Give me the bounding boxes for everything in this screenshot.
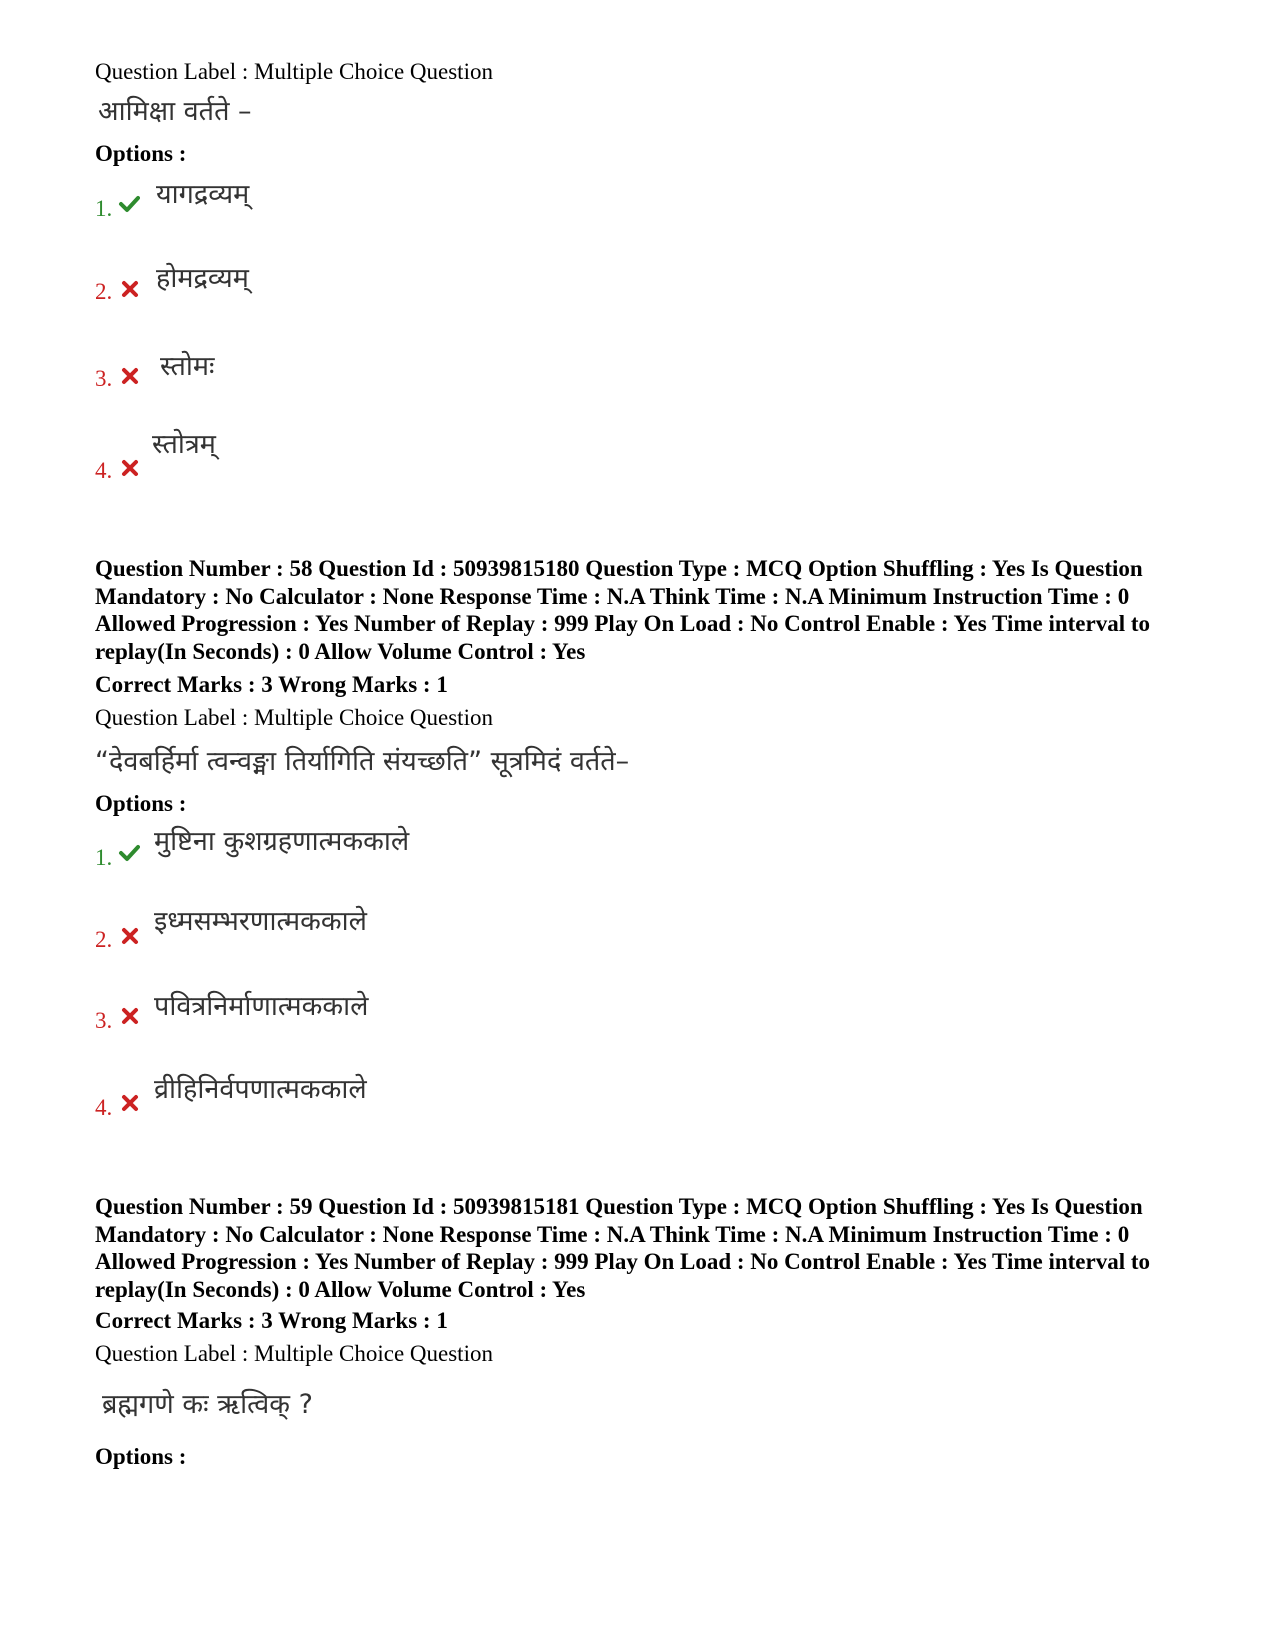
question-label: Question Label : Multiple Choice Question: [95, 1341, 493, 1366]
options-heading: Options :: [95, 1444, 187, 1469]
question-text: ब्रह्मगणे कः ऋत्विक् ?: [102, 1389, 313, 1420]
option-number: 4.: [95, 458, 113, 483]
cross-icon: [120, 1093, 142, 1115]
option-number: 3.: [95, 1008, 113, 1033]
question-meta: Question Number : 59 Question Id : 50939815181 Question Type : MCQ Option Shuffling : Yes Is Question Mandatory : No Calculator : None Response Time : N.A Think Time : N.A Minimum Instruction Time : 0 Allowed Progression : Yes Number of Replay : 999 Play On Load : No Control Enable : Yes Time interval to replay(In Seconds) : 0 Allow Volume Control : Yes: [95, 1194, 1151, 1302]
question-label: Question Label : Multiple Choice Question: [95, 59, 493, 84]
marks-line: Correct Marks : 3 Wrong Marks : 1: [95, 1308, 448, 1333]
question-label: Question Label : Multiple Choice Question: [95, 705, 493, 730]
question-text: आमिक्षा वर्तते –: [98, 96, 252, 127]
option-text: स्तोत्रम्: [152, 429, 216, 460]
cross-icon: [120, 926, 142, 948]
option-number: 4.: [95, 1095, 113, 1120]
check-icon: [118, 193, 140, 215]
cross-icon: [120, 458, 142, 480]
option-number: 1.: [95, 196, 113, 221]
option-number: 3.: [95, 366, 113, 391]
option-text: पवित्रनिर्माणात्मककाले: [154, 991, 369, 1022]
option-number: 2.: [95, 927, 113, 952]
option-text: होमद्रव्यम्: [156, 263, 249, 294]
option-text: यागद्रव्यम्: [156, 179, 250, 210]
option-text: इध्मसम्भरणात्मककाले: [154, 906, 367, 937]
question-text: “देवबर्हिर्मा त्वन्वङ्मा तिर्यागिति संयच्छति” सूत्रमिदं वर्तते–: [95, 746, 630, 777]
option-text: स्तोमः: [160, 351, 215, 382]
option-number: 2.: [95, 279, 113, 304]
check-icon: [118, 842, 140, 864]
marks-line: Correct Marks : 3 Wrong Marks : 1: [95, 672, 448, 697]
option-number: 1.: [95, 845, 113, 870]
cross-icon: [120, 279, 142, 301]
option-text: मुष्टिना कुशग्रहणात्मककाले: [154, 826, 410, 857]
options-heading: Options :: [95, 791, 187, 816]
question-meta: Question Number : 58 Question Id : 50939815180 Question Type : MCQ Option Shuffling : Yes Is Question Mandatory : No Calculator : None Response Time : N.A Think Time : N.A Minimum Instruction Time : 0 Allowed Progression : Yes Number of Replay : 999 Play On Load : No Control Enable : Yes Time interval to replay(In Seconds) : 0 Allow Volume Control : Yes: [95, 556, 1151, 664]
cross-icon: [120, 1006, 142, 1028]
cross-icon: [120, 366, 142, 388]
options-heading: Options :: [95, 141, 187, 166]
option-text: व्रीहिनिर्वपणात्मककाले: [154, 1074, 367, 1105]
